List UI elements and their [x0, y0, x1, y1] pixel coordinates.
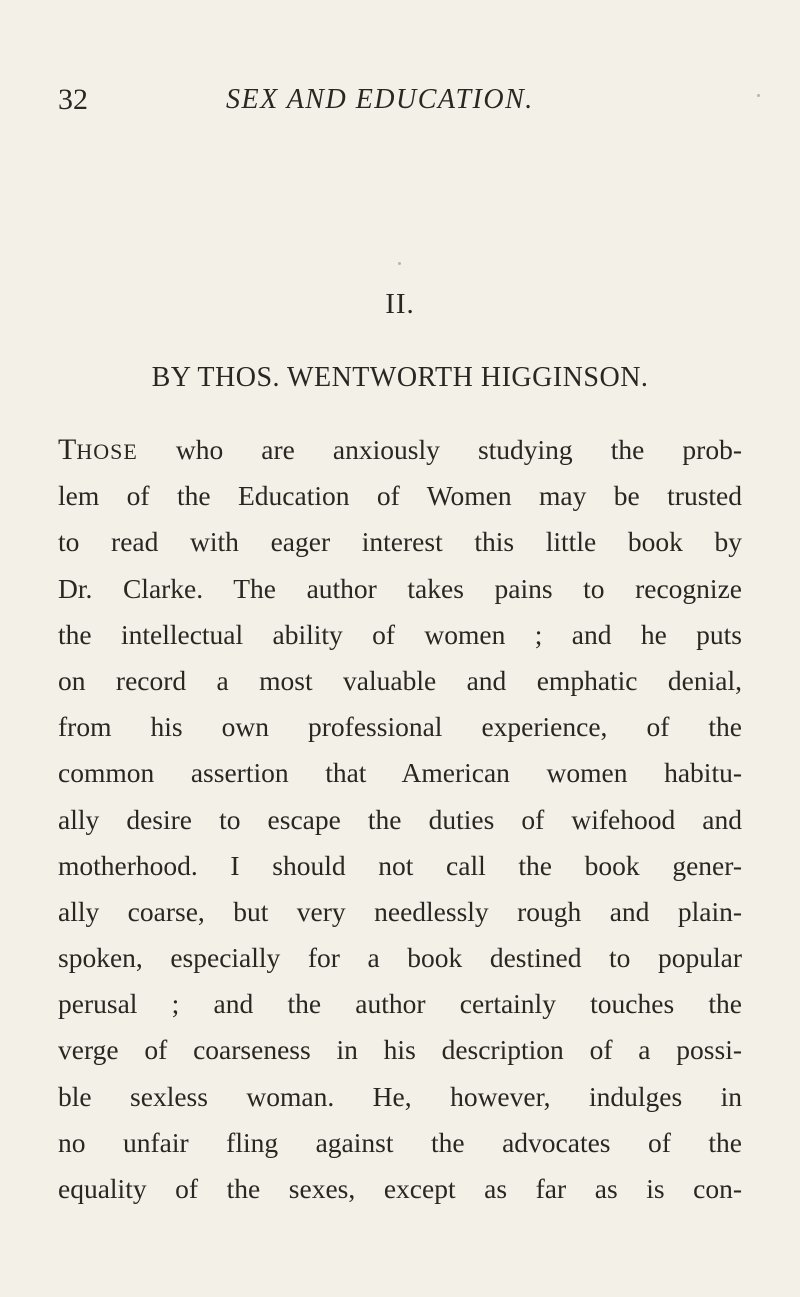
text-line: equality of the sexes, except as far as is con-	[58, 1173, 742, 1204]
text-line: verge of coarseness in his description of a possi-	[58, 1034, 742, 1066]
text-line: the intellectual ability of women ; and he puts	[58, 618, 742, 650]
text-line: ble sexless woman. He, however, indulges in	[58, 1080, 742, 1112]
small-caps-initial: T	[58, 433, 77, 466]
text-line: ally coarse, but very needlessly rough and plain-	[58, 895, 742, 927]
text-line: Dr. Clarke. The author takes pains to recognize	[58, 572, 742, 604]
section-number: II.	[385, 288, 415, 320]
text-line	[58, 427, 742, 473]
text-line: ally desire to escape the duties of wifehood and	[58, 803, 742, 835]
text-line: perusal ; and the author certainly touches the	[58, 988, 742, 1020]
text-line: lem of the Education of Women may be trusted	[58, 480, 742, 512]
author-byline: BY THOS. WENTWORTH HIGGINSON.	[151, 362, 649, 393]
text-line: from his own professional experience, of the	[58, 711, 742, 743]
ink-speck	[757, 94, 760, 97]
body-paragraph	[58, 427, 742, 1212]
text-line: to read with eager interest this little book by	[58, 526, 742, 558]
text-line: motherhood. I should not call the book gener-	[58, 849, 742, 881]
text-line-content: who are anxiously studying the prob-	[137, 434, 742, 465]
text-line: common assertion that American women habitu-	[58, 757, 742, 789]
text-line: on record a most valuable and emphatic denial,	[58, 664, 742, 696]
ink-speck	[398, 262, 401, 265]
page-number: 32	[58, 83, 88, 116]
running-title: SEX AND EDUCATION.	[226, 84, 534, 115]
text-line: no unfair fling against the advocates of the	[58, 1126, 742, 1158]
running-head	[58, 80, 742, 120]
small-caps-rest: HOSE	[76, 439, 138, 464]
text-line: spoken, especially for a book destined to popular	[58, 942, 742, 974]
